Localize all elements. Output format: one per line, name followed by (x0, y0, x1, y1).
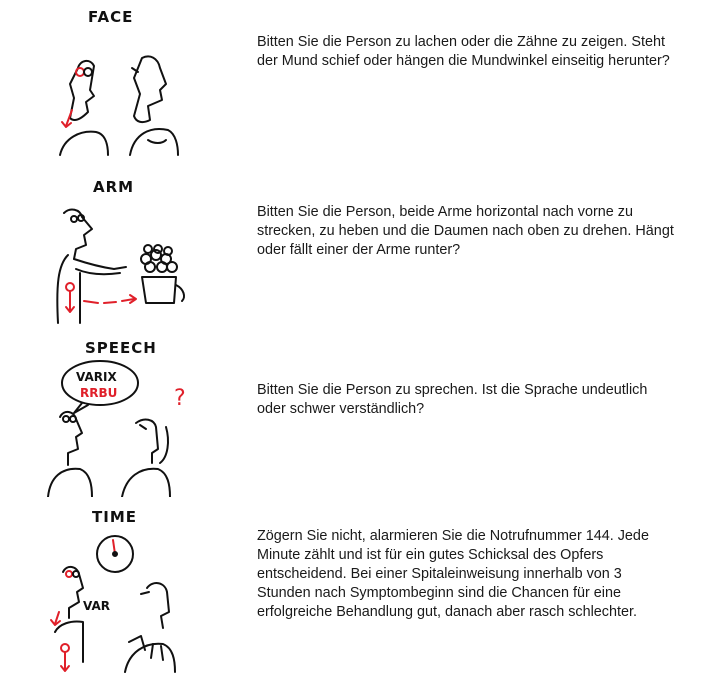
section-description: Bitten Sie die Person, beide Arme horizontal nach vorne zu strecken, zu heben und die Daumen nach oben zu drehen. Hängt oder fällt einer der Arme runter? (257, 204, 674, 258)
question-mark: ? (174, 386, 186, 411)
speech-illustration (40, 357, 200, 497)
arm-illustration (50, 205, 200, 330)
section-description: Zögern Sie nicht, alarmieren Sie die Notrufnummer 144. Jede Minute zählt und ist für ein gutes Schicksal des Opfers entscheidend. Bei einer Spitaleinweisung innerhalb von 3 Stunden nach Symptombeginn sind die Chancen für eine erfolgreiche Behandlung gut, danach aber rasch schlechter. (257, 528, 649, 620)
section-face (0, 0, 722, 170)
section-heading: ARM (93, 178, 135, 196)
section-description: Bitten Sie die Person zu sprechen. Ist die Sprache undeutlich oder schwer verständlich? (257, 382, 648, 417)
section-time (0, 500, 722, 683)
time-illustration (45, 532, 195, 677)
section-speech (0, 335, 722, 500)
face-illustration (50, 50, 200, 160)
section-arm (0, 170, 722, 335)
section-heading: TIME (92, 508, 137, 526)
clock-icon (97, 536, 133, 572)
mumble-text: VAR (83, 599, 110, 613)
speech-bubble-line-1: VARIX (76, 370, 117, 384)
section-description: Bitten Sie die Person zu lachen oder die Zähne zu zeigen. Steht der Mund schief oder hängen die Mundwinkel einseitig herunter? (257, 34, 670, 69)
section-heading: SPEECH (85, 339, 157, 357)
section-heading: FACE (88, 8, 134, 26)
speech-bubble-line-2: RRBU (80, 386, 118, 400)
